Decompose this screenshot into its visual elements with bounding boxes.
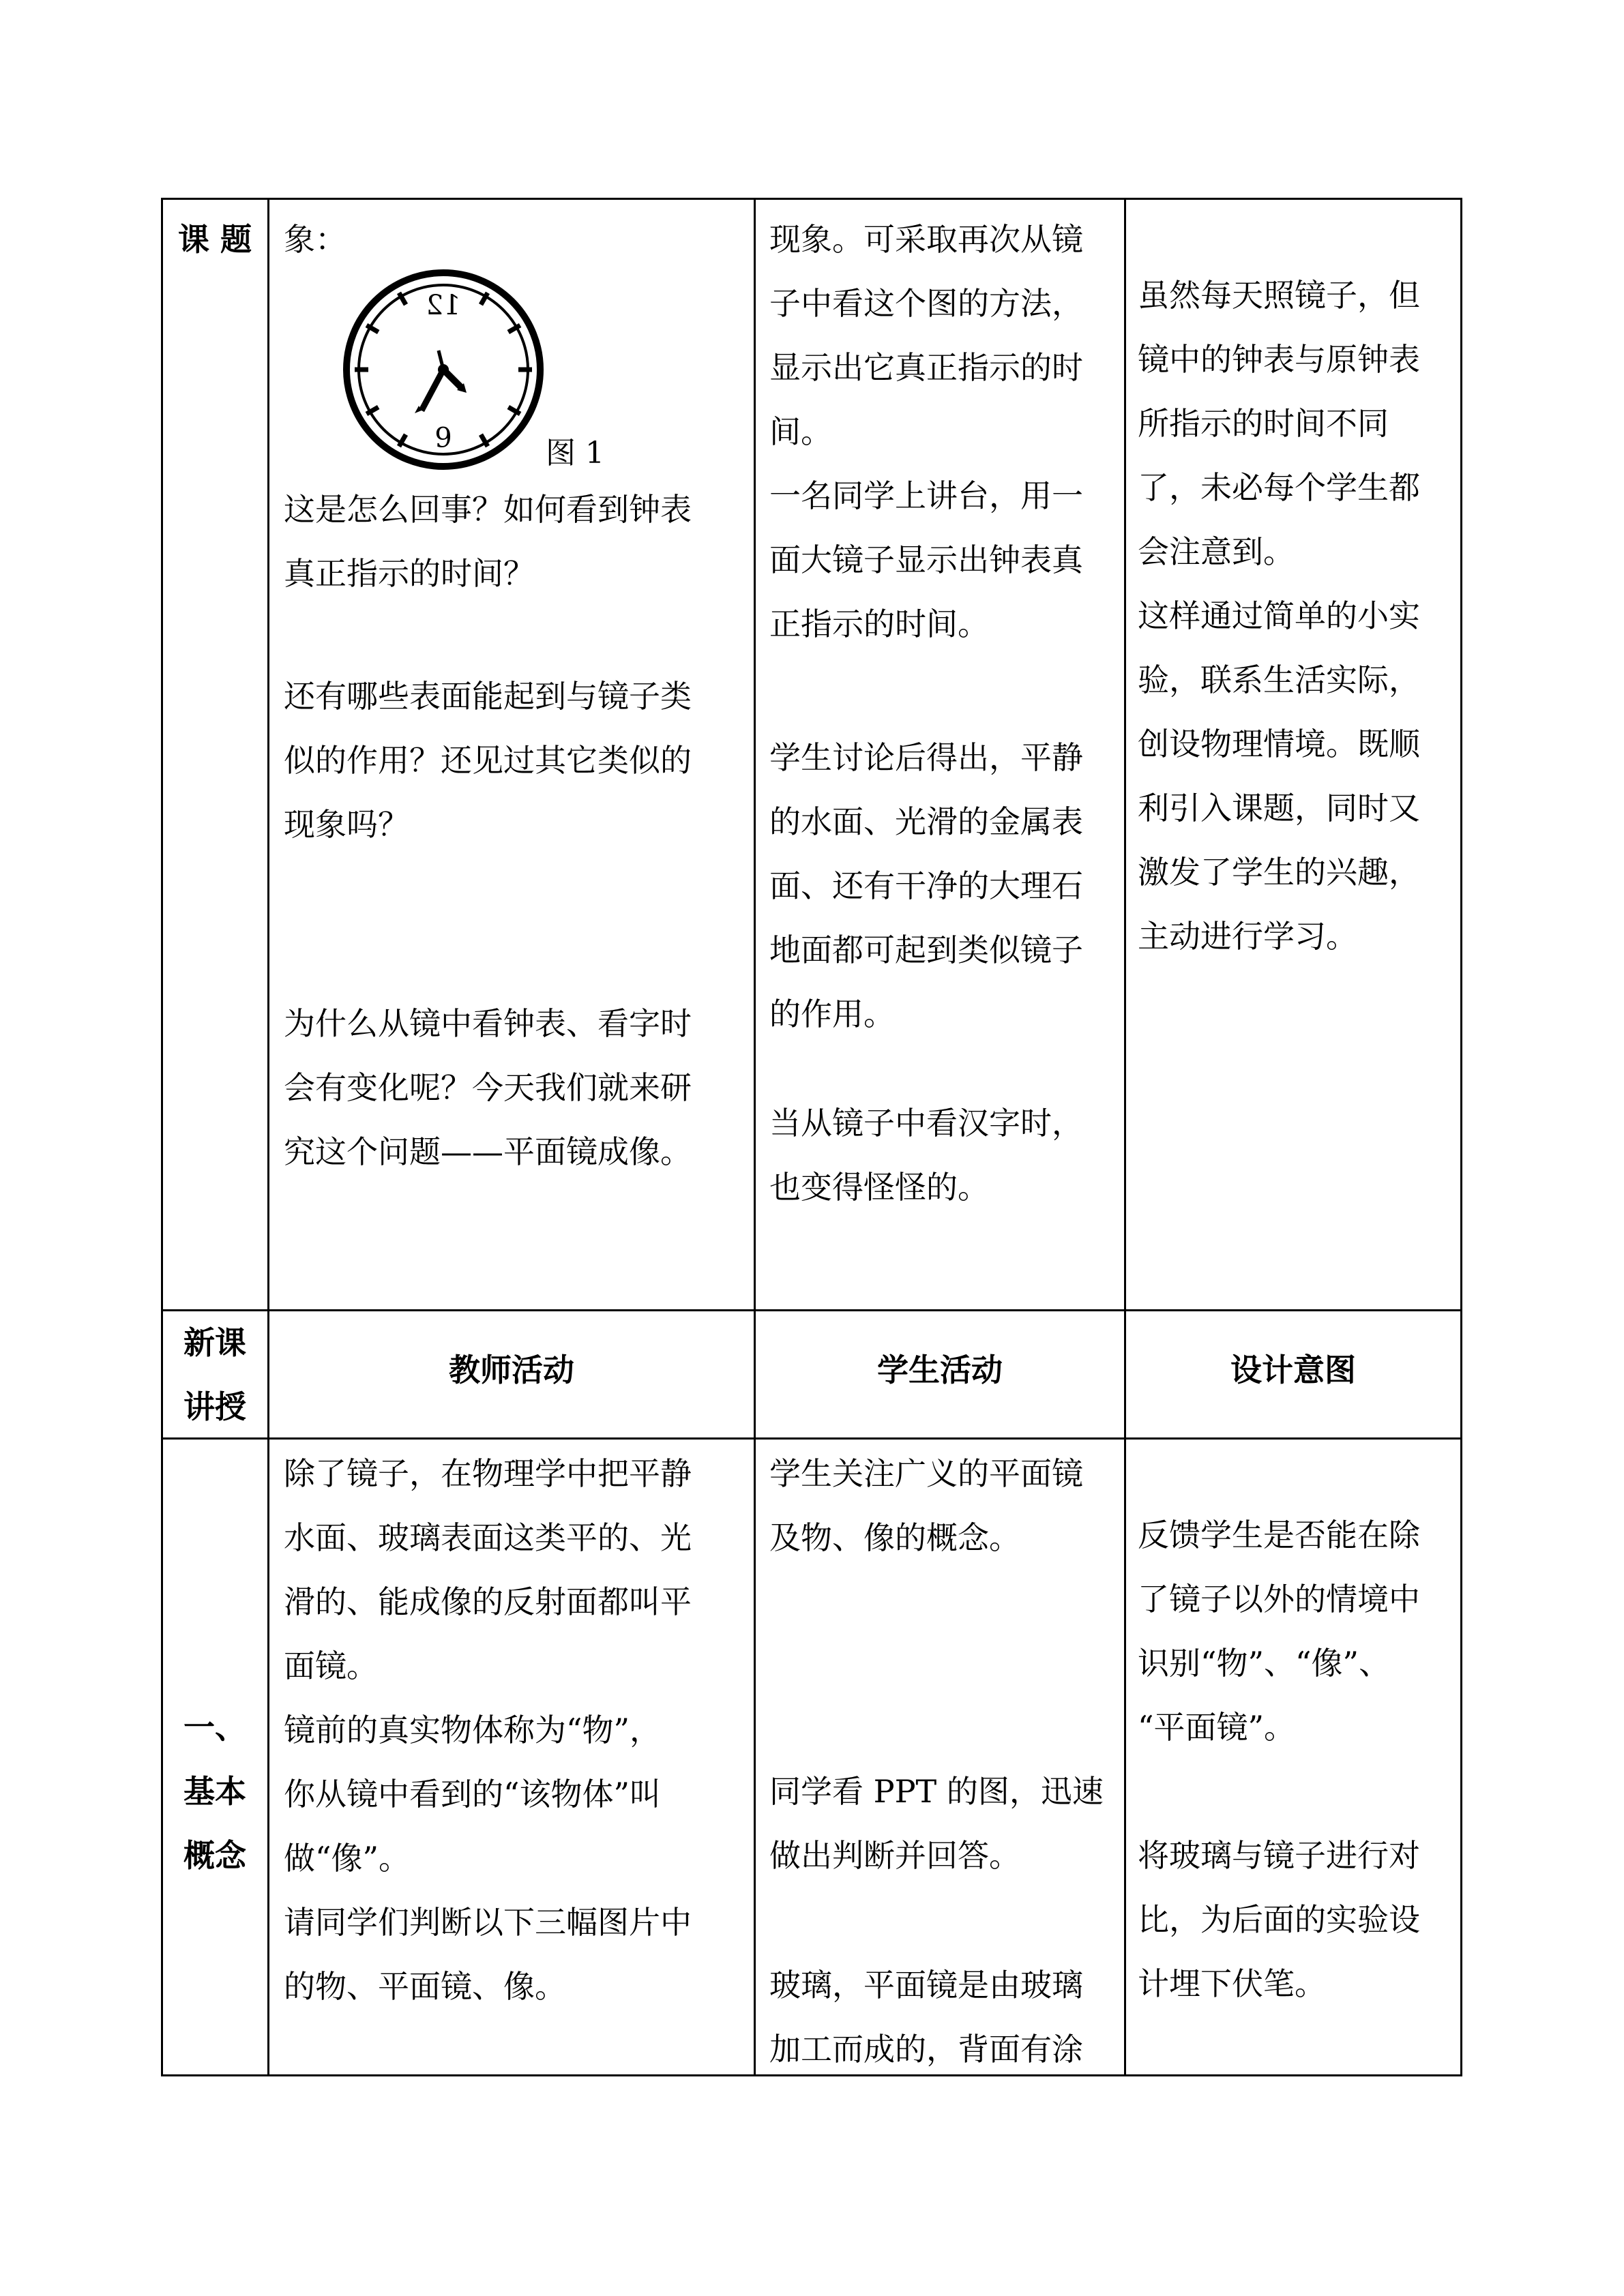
clock-minute-hand	[422, 370, 443, 411]
teacher-question-3: 为什么从镜中看钟表、看字时 会有变化呢？今天我们就来研 究这个问题——平面镜成像。	[284, 1005, 692, 1170]
teacher-question-1: 这是怎么回事？如何看到钟表 真正指示的时间？	[284, 491, 692, 592]
student-activity-2: 学生讨论后得出，平静 的水面、光滑的金属表 面、还有干净的大理石 地面都可起到类似镜子 的作用。	[769, 739, 1083, 1032]
table-divider-col1	[267, 198, 269, 2076]
row-label-new-lesson: 新课 讲授	[183, 1324, 246, 1425]
table-divider-col2	[754, 198, 756, 2076]
table-border-left	[161, 198, 163, 2076]
student-concepts-3: 玻璃，平面镜是由玻璃 加工而成的，背面有涂	[769, 1967, 1083, 2068]
table-border-top	[161, 198, 1462, 200]
teacher-concepts-text: 除了镜子，在物理学中把平静 水面、玻璃表面这类平的、光 滑的、能成像的反射面都叫平 面镜。 镜前的真实物体称为“物”， 你从镜中看到的“该物体”叫 做“像”。 请同学们判断以下三幅图片中 的物、平面镜、像。	[284, 1455, 692, 2005]
design-intent-concepts-2: 将玻璃与镜子进行对 比，为后面的实验设 计埋下伏笔。	[1138, 1837, 1420, 2002]
mirrored-clock-figure	[341, 267, 546, 472]
column-header-teacher: 教师活动	[449, 1352, 574, 1388]
table-row-divider-1	[161, 1309, 1462, 1311]
teacher-question-2: 还有哪些表面能起到与镜子类 似的作用？还见过其它类似的 现象吗？	[284, 678, 692, 843]
table-row-divider-2	[161, 1437, 1462, 1440]
student-concepts-2: 同学看 PPT 的图，迅速 做出判断并回答。	[769, 1773, 1104, 1874]
design-intent-concepts-1: 反馈学生是否能在除 了镜子以外的情境中 识别“物”、“像”、 “平面镜”。	[1138, 1517, 1420, 1746]
figure-caption: 图 1	[546, 436, 604, 471]
design-intent-topic: 虽然每天照镜子，但 镜中的钟表与原钟表 所指示的时间不同 了，未必每个学生都 会注意到。 这样通过简单的小实 验，联系生活实际， 创设物理情境。既顺 利引入课题，同时又 激发了学生的兴趣， 主动进行学习。	[1138, 277, 1420, 955]
column-header-student: 学生活动	[877, 1352, 1003, 1388]
teacher-intro-text: 象：	[284, 221, 346, 258]
column-header-design: 设计意图	[1230, 1352, 1356, 1388]
table-divider-col3	[1124, 198, 1126, 2076]
student-activity-1: 现象。可采取再次从镜 子中看这个图的方法， 显示出它真正指示的时 间。 一名同学上讲台，用一 面大镜子显示出钟表真 正指示的时间。	[769, 221, 1083, 642]
table-border-right	[1460, 198, 1462, 2076]
student-activity-3: 当从镜子中看汉字时， 也变得怪怪的。	[769, 1105, 1083, 1206]
row-label-basic-concepts: 一、 基本 概念	[183, 1709, 246, 1874]
student-concepts-1: 学生关注广义的平面镜 及物、像的概念。	[769, 1455, 1083, 1556]
clock-numeral-6: 6	[434, 420, 452, 451]
row-label-topic: 课 题	[177, 221, 252, 258]
clock-numeral-12: 12	[426, 290, 461, 321]
